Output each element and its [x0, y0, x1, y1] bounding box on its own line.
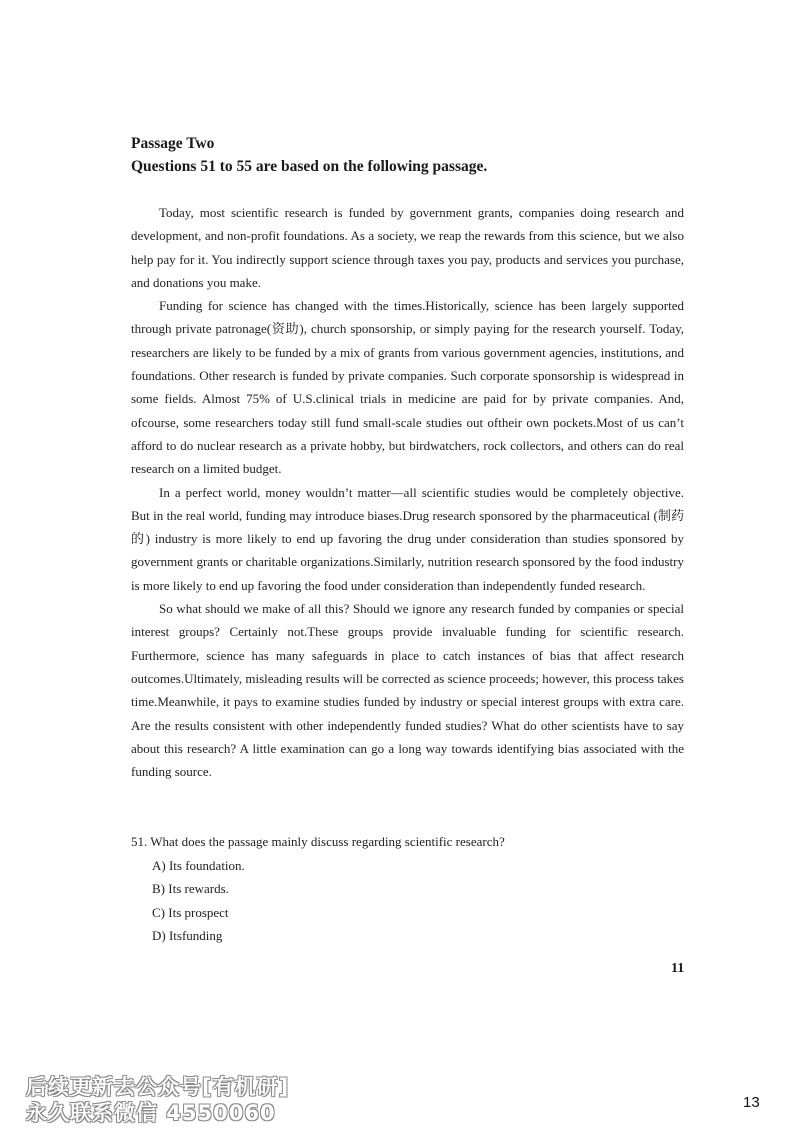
option-d[interactable]: D) Itsfunding: [152, 928, 223, 943]
outer-page-number: 13: [743, 1094, 760, 1111]
watermark: [26, 1074, 289, 1126]
passage-paragraph: In a perfect world, money wouldn’t matter—all scientific studies would be completely objective. But in the real world, funding may introduce biases.Drug research sponsored by the pharmaceutical (制药的) industry is more likely to end up favoring the drug under consideration than studies sponsored by government grants or charitable organizations.Similarly, nutrition research sponsored by the food industry is more likely to end up favoring the food under consideration than independently funded research.: [131, 484, 684, 593]
passage-paragraph: Today, most scientific research is funded by government grants, companies doing research and development, and non-profit foundations. As a society, we reap the rewards from this science, but we also help pay for it. You indirectly support science through taxes you pay, products and services you purchase, and donations you make.: [131, 205, 684, 290]
passage-title: Passage Two: [131, 135, 215, 152]
watermark-line: 后续更新去公众号[有机研]: [26, 1075, 290, 1099]
passage-body: [131, 201, 684, 783]
passage-paragraph: Funding for science has changed with the times.Historically, science has been largely supported through private patronage(资助), church sponsorship, or simply paying for the research yourself. Today, researchers are likely to be funded by a mix of grants from various government agencies, institutions, and foundations. Other research is funded by private companies. Such corporate sponsorship is widespread in some fields. Almost 75% of U.S.clinical trials in medicine are paid for by private companies. And, ofcourse, some researchers today still fund small-scale studies out oftheir own pockets.Most of us can’t afford to do nuclear research as a private hobby, but birdwatchers, rock collectors, and others can do real research on a limited budget.: [131, 298, 684, 477]
question-51: [131, 830, 691, 948]
question-stem: 51. What does the passage mainly discuss regarding scientific research?: [131, 834, 505, 849]
watermark-line: 永久联系微信 4550060: [26, 1101, 276, 1125]
option-c[interactable]: C) Its prospect: [152, 904, 229, 920]
inner-page-number: 11: [671, 961, 685, 976]
passage-paragraph: So what should we make of all this? Should we ignore any research funded by companies or special interest groups? Certainly not.These groups provide invaluable funding for scientific research. Furthermore, science has many safeguards in place to catch instances of bias that affect research outcomes.Ultimately, misleading results will be corrected as science proceeds; however, this process takes time.Meanwhile, it pays to examine studies funded by industry or special interest groups with extra care. Are the results consistent with other independently funded studies? What do other scientists have to say about this research? A little examination can go a long way towards identifying bias associated with the funding source.: [131, 601, 684, 780]
answer-options: [131, 854, 691, 948]
questions-intro: Questions 51 to 55 are based on the following passage.: [131, 158, 488, 175]
option-b[interactable]: B) Its rewards.: [152, 881, 229, 896]
option-a[interactable]: A) Its foundation.: [152, 857, 245, 873]
